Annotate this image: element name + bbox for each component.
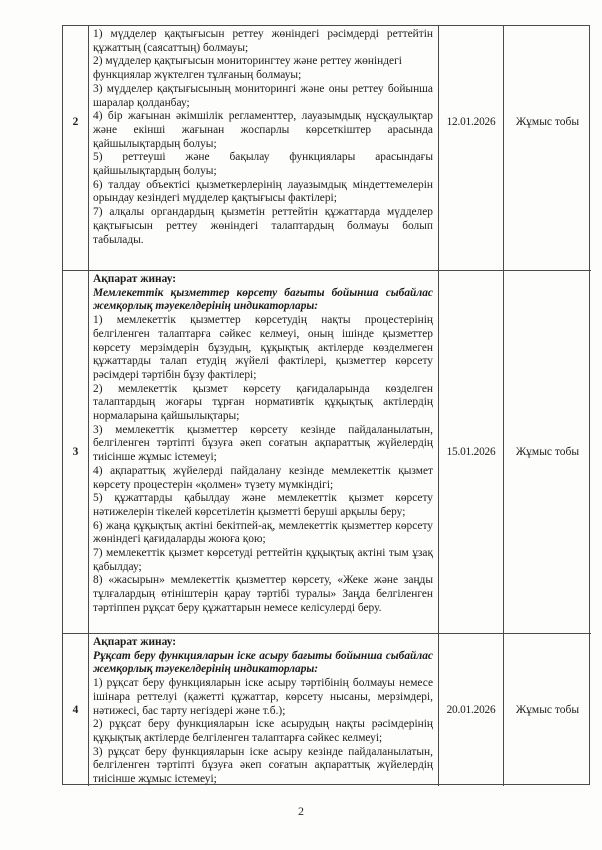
deadline-date: 12.01.2026 [446,116,496,128]
indicator-item: 3) рұқсат беру функцияларын іске асыру кезінде пайдаланылатын, белгіленген тәртіпті бұзуға әкеп соғатын ақпараттық жүйелердің тиісінше жұмыс істемеуі; [93,745,433,786]
indicator-item: 6) жаңа құқықтық актіні бекітпей-ақ, мемлекеттік қызметтер көрсету жөніндегі қағидаларды жоюға қою; [93,519,433,546]
indicator-item: 8) «жасырын» мемлекеттік қызметтер көрсету, «Жеке және заңды тұлғалардың өтініштерін қарау тәртібі туралы» Заңда белгіленген тәртіппен рұқсат беру құжаттарын немесе келісулерді беру. [93,574,433,614]
section-heading: Рұқсат беру функцияларын іске асыру бағыты бойынша сыбайлас жемқорлық тәуекелдерінің индикаторлары: [93,649,433,676]
row-number-cell [63,271,89,634]
indicator-item: 7) мемлекеттік қызмет көрсетуді реттейтін құқықтық актіні тым ұзақ қабылдау; [93,547,433,573]
date-cell [439,271,504,634]
indicator-item: 5) құжаттарды қабылдау және мемлекеттік қызмет көрсету нәтижелерін тікелей көрсетілетін қызметті беруші арқылы беру; [93,492,433,518]
executor-label: Жұмыс тобы [515,704,580,716]
executor-cell [504,26,591,271]
row-number: 2 [72,116,79,128]
indicator-item: 2) мемлекеттік қызмет көрсету қағидаларында көзделген талаптардың жоғары тұрған нормативтік құқықтық актілердің нормаларына қайшылықтары; [93,382,433,423]
executor-label: Жұмыс тобы [515,116,580,128]
risk-indicators-table [62,25,590,785]
executor-cell [504,634,591,786]
indicator-item: 3) мүдделер қақтығысының мониторингі және оны реттеу бойынша шаралар қолданбау; [93,82,433,109]
indicator-item: 1) мүдделер қақтығысын реттеу жөніндегі рәсімдерді реттейтін құжаттың (саясаттың) болмауы; [93,28,433,54]
row-number-cell [63,634,89,786]
executor-label: Жұмыс тобы [515,446,580,458]
indicator-item: 2) мүдделер қақтығысын мониторингтеу және реттеу жөніндегі функциялар жүктелген тұлғаның болмауы; [93,55,402,82]
indicator-item: 2) рұқсат беру функцияларын іске асырудың нақты рәсімдерінің құқықтық актілерде белгіленген талаптарға сәйкес келмеуі; [93,718,433,744]
indicator-item: 4) ақпараттық жүйелерді пайдалану кезінде мемлекеттік қызмет көрсету процестерін «қолмен» түзету мүмкіндігі; [93,464,433,491]
row-number-cell [63,26,89,271]
indicator-item: 1) мемлекеттік қызметтер көрсетудің нақты процестерінің белгіленген талаптарға сәйкес келмеуі, оның ішінде қызметтер көрсету мерзімдерін бұзудың, құқықтық актілерде көзделмеген құжаттарды талап етудің жүйелі фактілері, қызметтер көрсету рәсімдері тәртібін бұзу фактілері; [93,314,433,381]
deadline-date: 15.01.2026 [446,446,496,458]
content-cell [89,634,439,786]
page-number: 2 [298,804,304,818]
indicator-item: 5) реттеуші және бақылау функциялары арасындағы қайшылықтардың болуы; [93,151,433,178]
indicator-item: 3) мемлекеттік қызметтер көрсету кезінде пайдаланылатын, белгіленген тәртіпті бұзуға әкеп соғатын ақпараттық жүйелердің тиісінше жұмыс істемеуі; [93,423,433,464]
indicator-item: 7) алқалы органдардың қызметін реттейтін құжаттарда мүдделер қақтығысын реттеу жөніндегі талаптардың болмауы болып табылады. [93,206,433,246]
row-number: 4 [72,704,79,716]
section-label: Ақпарат жинау: [93,636,177,648]
indicator-item: 6) талдау объектісі қызметкерлерінің лауазымдық міндеттемелерін орындау кезіндегі мүдделер қақтығысы фактілері; [93,178,433,205]
deadline-date: 20.01.2026 [446,704,496,716]
content-cell [89,271,439,634]
date-cell [439,26,504,271]
section-label: Ақпарат жинау: [93,273,177,285]
date-cell [439,634,504,786]
section-heading: Мемлекеттік қызметтер көрсету бағыты бойынша сыбайлас жемқорлық тәуекелдерінің индикаторлары: [93,286,433,313]
indicator-item: 4) бір жағынан әкімшілік регламенттер, лауазымдық нұсқаулықтар және екінші жағынан жоспарлы көрсеткіштер арасында қайшылықтардың болуы; [93,110,433,150]
indicator-item: 1) рұқсат беру функцияларын іске асыру тәртібінің болмауы немесе ішінара реттелуі (қажетті құжаттар, көрсету нысаны, мерзімдері, нәтижесі, бас тарту негіздері және т.б.); [93,677,433,717]
content-cell [89,26,439,271]
executor-cell [504,271,591,634]
row-number: 3 [72,446,79,458]
